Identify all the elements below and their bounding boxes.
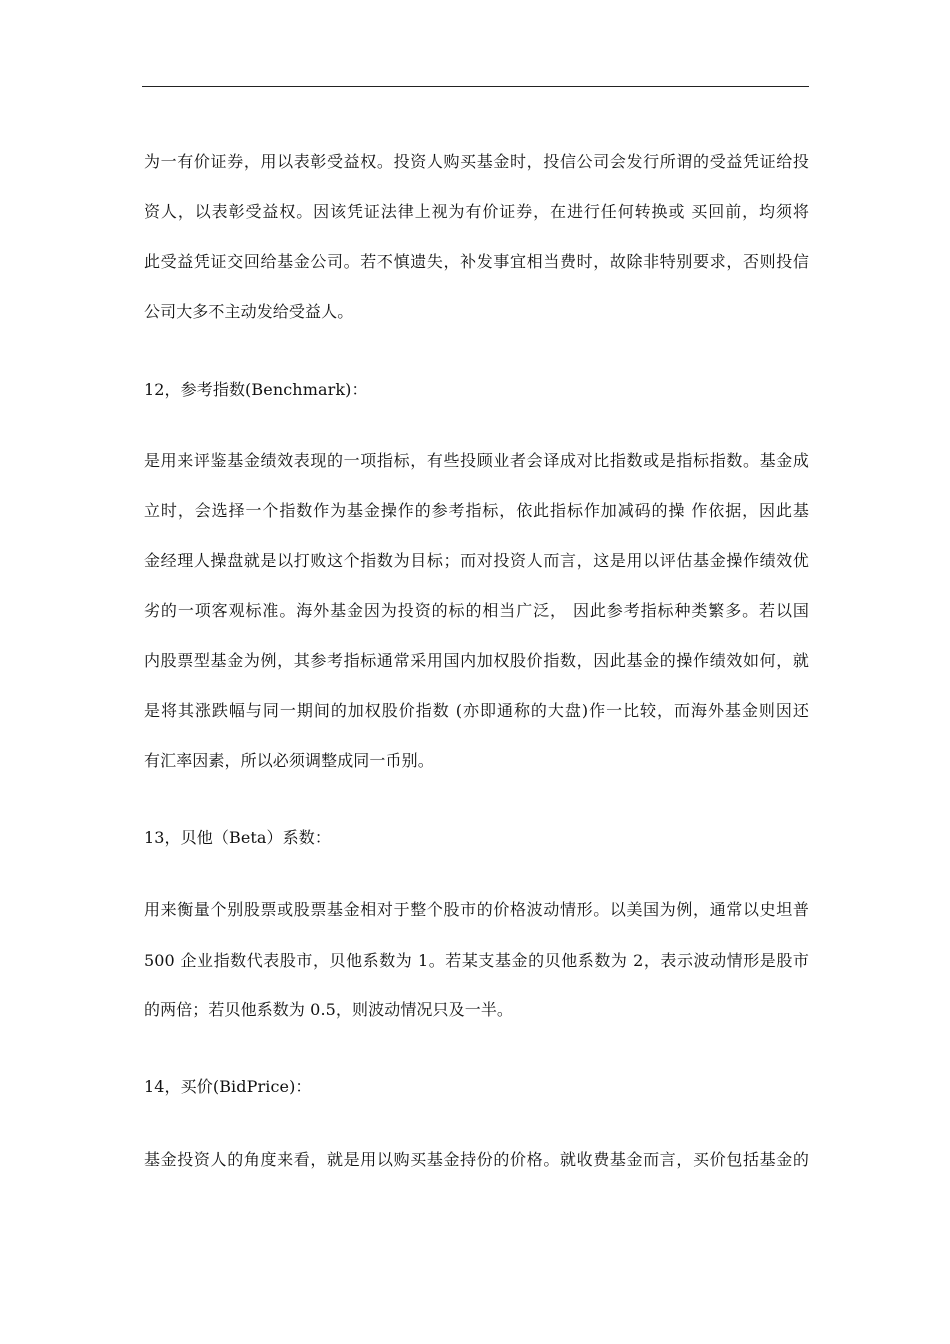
paragraph-line: 公司大多不主动发给受益人。 <box>144 302 354 321</box>
paragraph-line: 金经理人操盘就是以打败这个指数为目标；而对投资人而言，这是用以评估基金操作绩效优 <box>144 551 809 570</box>
paragraph-line: 此受益凭证交回给基金公司。若不慎遗失，补发事宜相当费时，故除非特别要求，否则投信 <box>144 252 809 271</box>
paragraph-line: 用来衡量个别股票或股票基金相对于整个股市的价格波动情形。以美国为例，通常以史坦普 <box>144 900 809 919</box>
paragraph-line: 是用来评鉴基金绩效表现的一项指标，有些投顾业者会译成对比指数或是指标指数。基金成 <box>144 451 809 470</box>
paragraph-line: 内股票型基金为例，其参考指标通常采用国内加权股价指数，因此基金的操作绩效如何，就 <box>144 651 809 670</box>
paragraph-line: 立时，会选择一个指数作为基金操作的参考指标，依此指标作加减码的操 作依据，因此基 <box>144 501 809 520</box>
section-heading-12: 12，参考指数(Benchmark)： <box>144 380 368 399</box>
paragraph-line: 基金投资人的角度来看，就是用以购买基金持份的价格。就收费基金而言，买价包括基金的 <box>144 1150 809 1169</box>
paragraph-line: 的两倍；若贝他系数为 0.5，则波动情况只及一半。 <box>144 1000 514 1019</box>
section-heading-14: 14，买价(BidPrice)： <box>144 1077 312 1096</box>
header-rule <box>142 86 809 87</box>
paragraph-line: 劣的一项客观标准。海外基金因为投资的标的相当广泛， 因此参考指标种类繁多。若以国 <box>144 601 809 620</box>
paragraph-line: 有汇率因素，所以必须调整成同一币别。 <box>144 751 434 770</box>
paragraph-line: 资人，以表彰受益权。因该凭证法律上视为有价证券，在进行任何转换或 买回前，均须将 <box>144 202 809 221</box>
paragraph-line: 是将其涨跌幅与同一期间的加权股价指数 (亦即通称的大盘)作一比较，而海外基金则因还 <box>144 701 809 720</box>
paragraph-line: 为一有价证券，用以表彰受益权。投资人购买基金时，投信公司会发行所谓的受益凭证给投 <box>144 152 809 171</box>
section-heading-13: 13，贝他（Beta）系数： <box>144 828 331 847</box>
paragraph-line: 500 企业指数代表股市，贝他系数为 1。若某支基金的贝他系数为 2，表示波动情形是股市 <box>144 951 809 970</box>
